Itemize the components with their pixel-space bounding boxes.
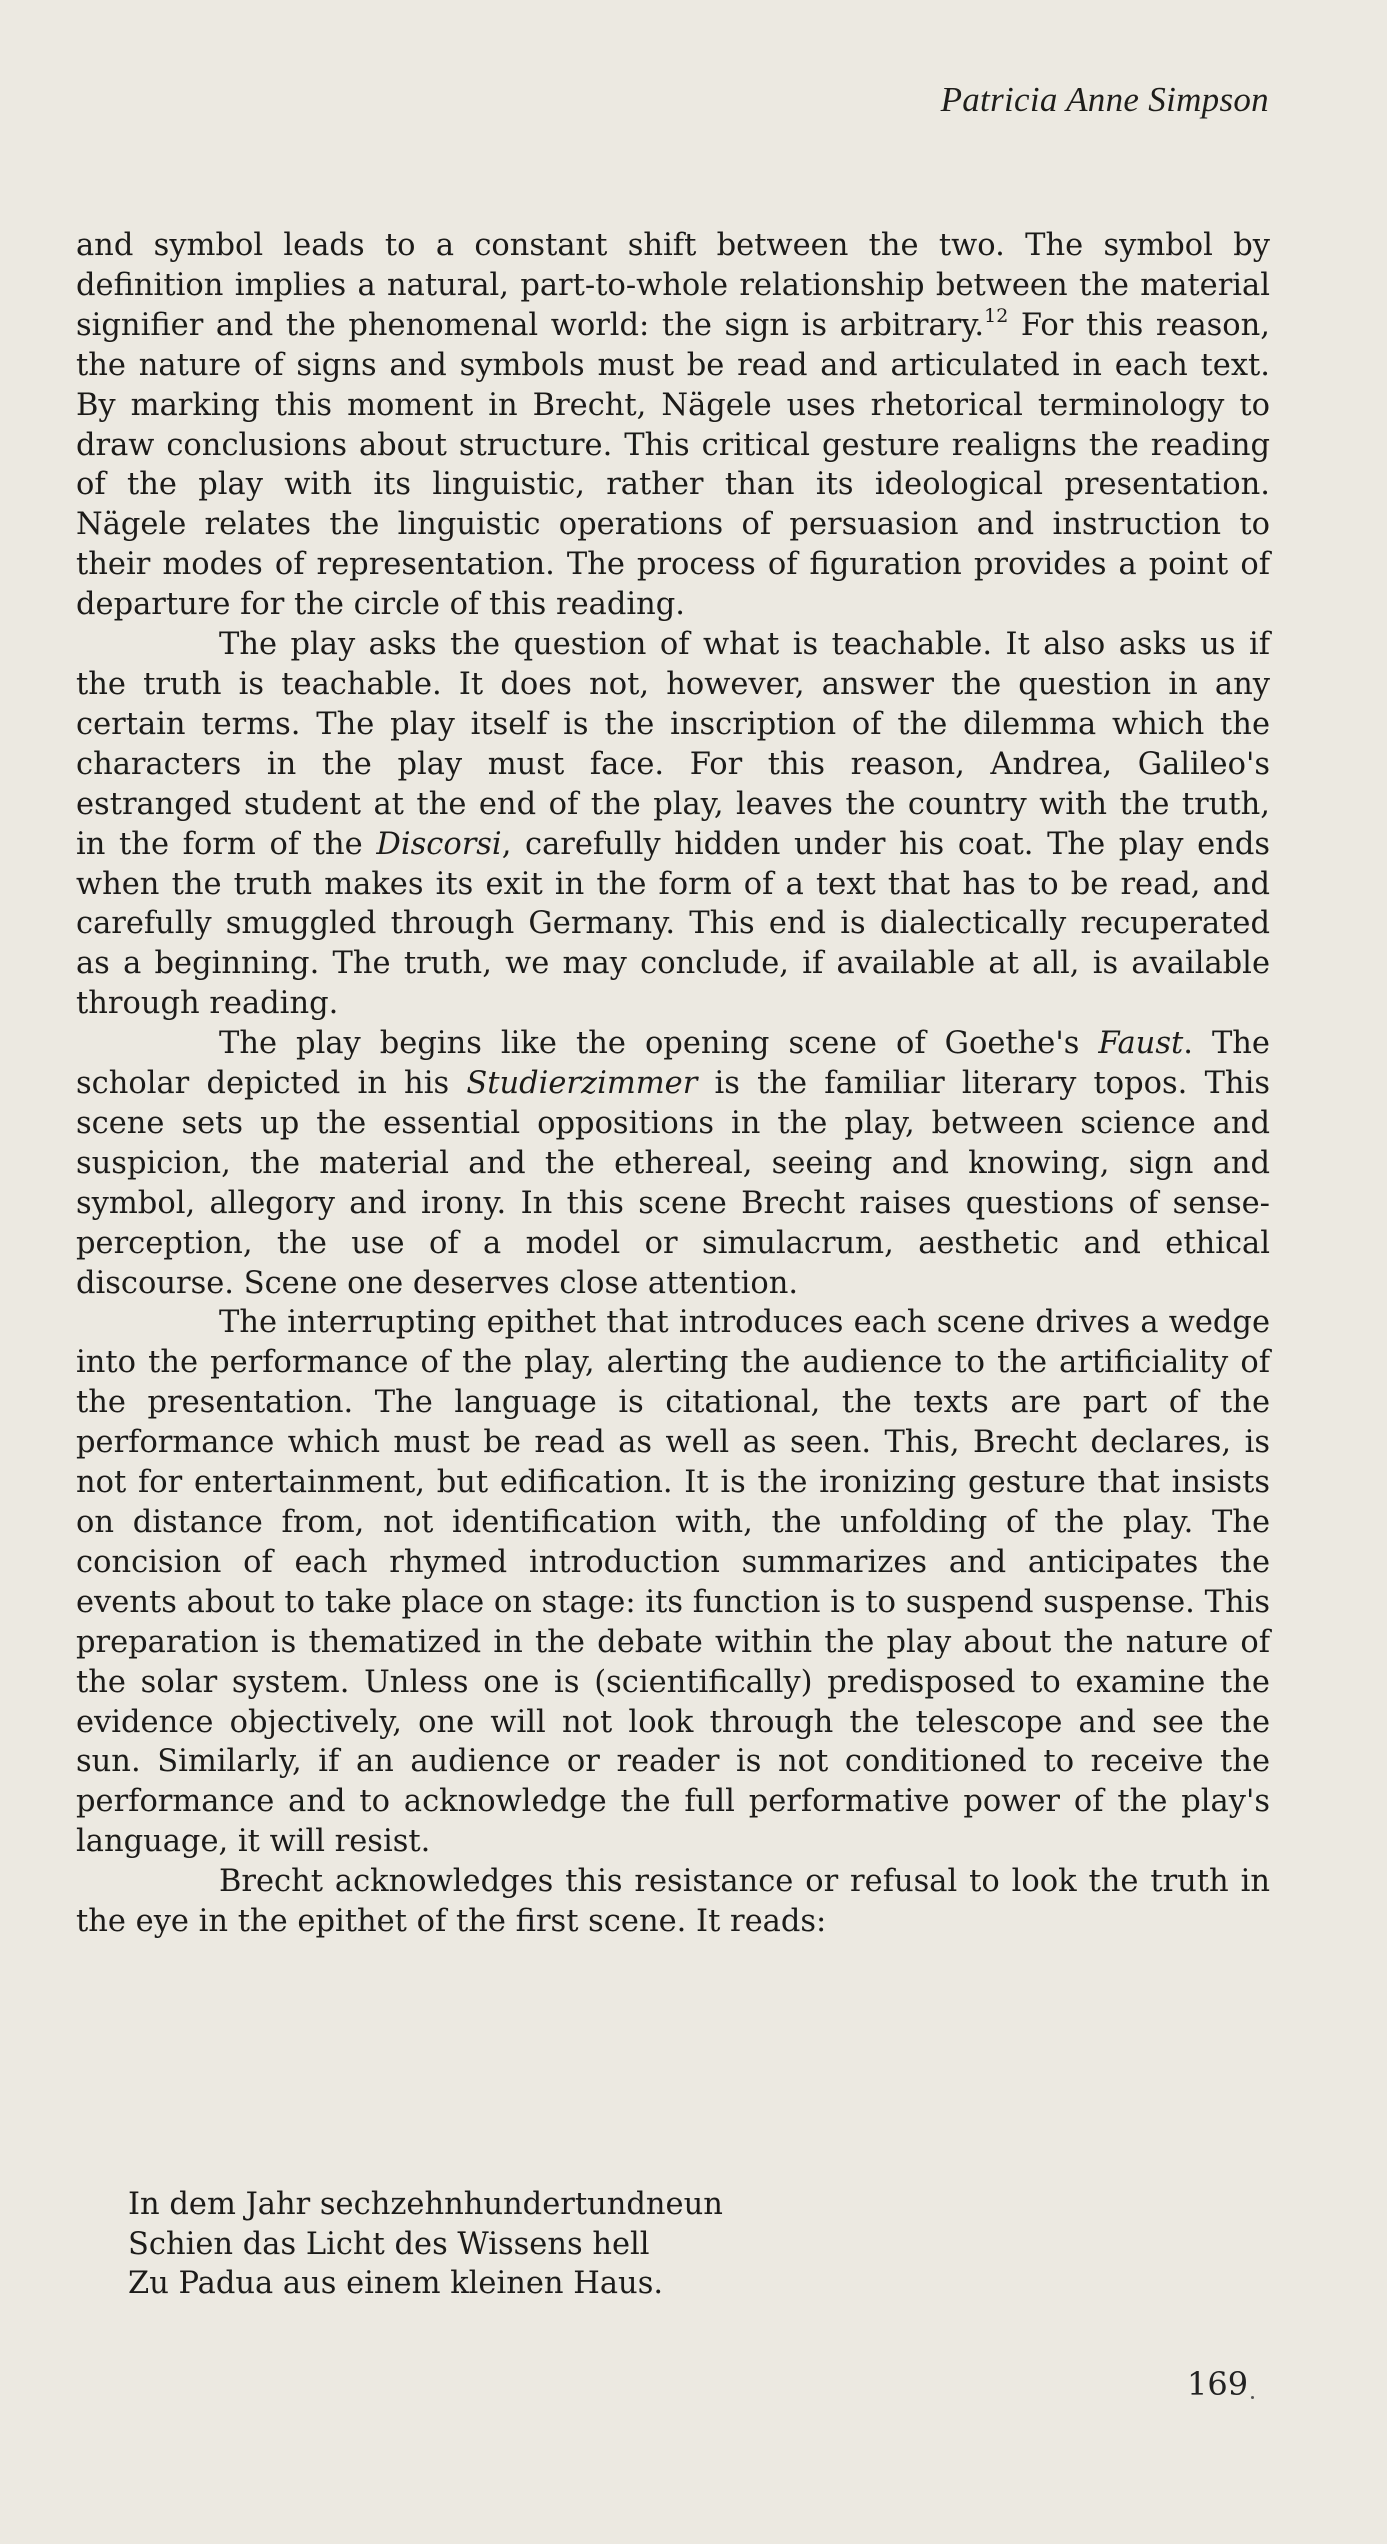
page-number: 169	[1187, 2365, 1249, 2403]
verse-line-2: Schien das Licht des Wissens hell	[128, 2226, 650, 2262]
paragraph-5: Brecht acknowledges this resistance or refusal to look the truth in the eye in the epithet of the first scene. It reads:	[76, 1864, 1270, 1940]
paragraph-2-text-b: , carefully hidden under his coat. The play ends when the truth makes its exit in the form of a text that has to be read, and carefully smuggled through Germany. This end is dialectically recuperated as a beginning. The truth, we may conclude, if available at all, is available through reading.	[76, 826, 1271, 1022]
term-studierzimmer: Studierzimmer	[466, 1066, 698, 1102]
paragraph-1-text-a: and symbol leads to a constant shift between the two. The symbol by definition implies a natural, part-to-whole relationship between the material signifier and the phenomenal world: the sign is arbitrary.	[76, 228, 1270, 343]
footnote-reference: 12	[984, 304, 1009, 327]
paragraph-2-text-a: The play asks the question of what is teachable. It also asks us if the truth is teachable. It does not, however, answer the question in any certain terms. The play itself is the inscription of the dilemma which the characters in the play must face. For this reason, Andrea, Galileo's estranged student at the end of the play, leaves the country with the truth, in the form of the	[76, 627, 1270, 862]
paragraph-4: The interrupting epithet that introduces each scene drives a wedge into the performance of the play, alerting the audience to the artificiality of the presentation. The language is citational, the texts are part of the performance which must be read as well as seen. This, Brecht declares, is not for entertainment, but edification. It is the ironizing gesture that insists on distance from, not identification with, the unfolding of the play. The concision of each rhymed introduction summarizes and anticipates the events about to take place on stage: its function is to suspend suspense. This preparation is thematized in the debate within the play about the nature of the solar system. Unless one is (scientifically) predisposed to examine the evidence objectively, one will not look through the telescope and see the sun. Similarly, if an audience or reader is not conditioned to receive the performance and to acknowledge the full performative power of the play's language, it will resist.	[76, 1305, 1270, 1860]
paragraph-3-text-c: is the familiar literary topos. This scene sets up the essential oppositions in the play, between science and suspicion, the material and the ethereal, seeing and knowing, sign and symbol, allegory and irony. In this scene Brecht raises questions of sense-perception, the use of a model or simulacrum, aesthetic and ethical discourse. Scene one deserves close attention.	[76, 1066, 1270, 1301]
paragraph-3	[76, 1024, 1270, 1303]
title-faust: Faust	[1098, 1026, 1184, 1062]
page-number-dot	[1251, 2396, 1254, 2399]
paragraph-1-text-b: For this reason, the nature of signs and symbols must be read and articulated in each text. By marking this moment in Brecht, Nägele uses rhetorical terminology to draw conclusions about structure. This critical gesture realigns the reading of the play with its linguistic, rather than its ideological presentation. Nägele relates the linguistic operations of persuasion and instruction to their modes of representation. The process of figuration provides a point of departure for the circle of this reading.	[76, 307, 1270, 623]
body-text	[76, 226, 1270, 1942]
title-discorsi: Discorsi	[376, 826, 502, 862]
paragraph-3-text-b: . The scholar depicted in his	[76, 1026, 1270, 1102]
running-head: Patricia Anne Simpson	[940, 80, 1269, 119]
verse-quotation	[128, 2185, 723, 2304]
verse-line-3: Zu Padua aus einem kleinen Haus.	[128, 2266, 664, 2301]
paragraph-3-text-a: The play begins like the opening scene of Goethe's	[219, 1026, 1099, 1062]
paragraph-2	[76, 625, 1270, 1024]
verse-line-1: In dem Jahr sechzehnhundertundneun	[128, 2187, 723, 2222]
paragraph-1	[76, 226, 1270, 625]
